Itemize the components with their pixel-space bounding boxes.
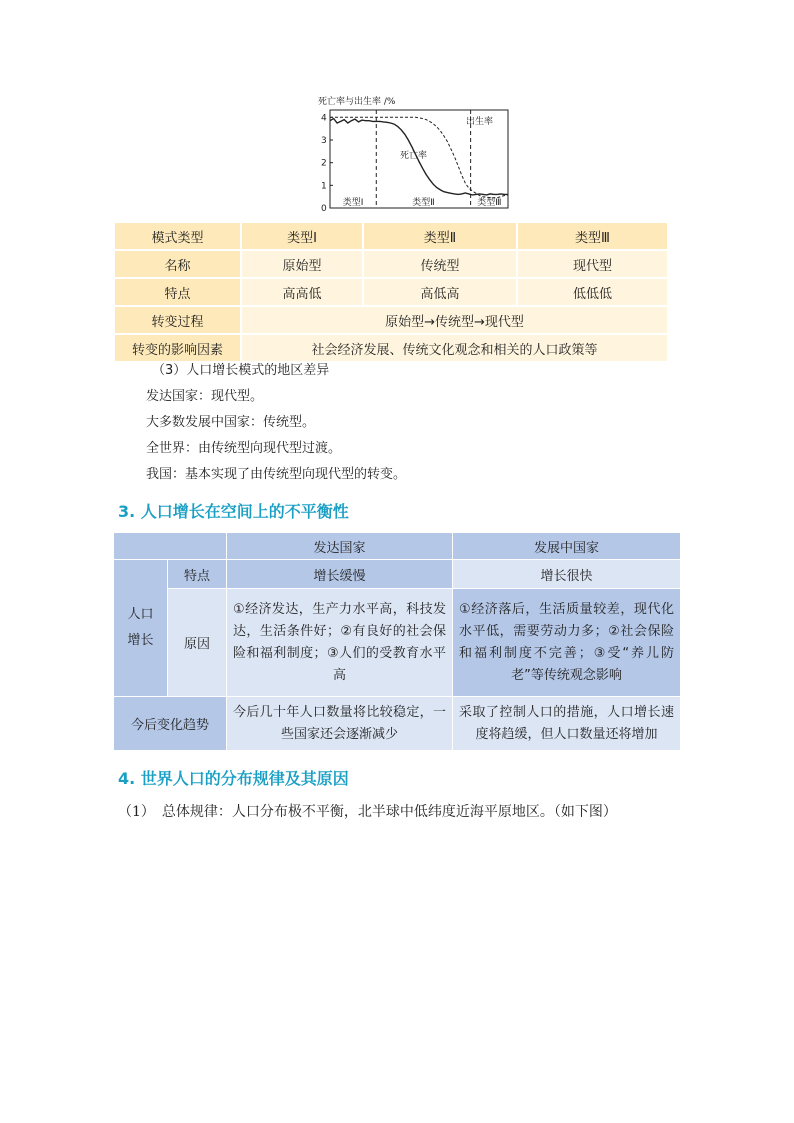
section-title: 3. 人口增长在空间上的不平衡性 (118, 502, 349, 521)
region-line: 全世界：由传统型向现代型过渡。 (146, 441, 342, 456)
row-group-label: 人口增长 (127, 607, 154, 648)
table-cell: ①经济落后，生活质量较差，现代化水平低，需要劳动力多；②社会保险和福利制度不完善；③受“养儿防老”等传统观念影响 (453, 589, 681, 697)
rule-line: （1） 总体规律：人口分布极不平衡，北半球中低纬度近海平原地区。（如下图） (118, 804, 617, 820)
table-cell: 增长很快 (453, 560, 681, 589)
row-head: 转变过程 (114, 306, 241, 334)
y-tick-label: 3 (321, 136, 327, 146)
column-header: 发展中国家 (453, 533, 681, 560)
table-cell: 类型Ⅲ (517, 222, 668, 250)
region-label: 类型Ⅰ (342, 198, 364, 208)
column-header: 发达国家 (227, 533, 453, 560)
table-row (114, 222, 668, 250)
y-tick-label: 4 (321, 113, 327, 124)
table-row (114, 306, 668, 334)
birth-rate-label: 出生率 (466, 117, 494, 127)
region-line: 大多数发展中国家：传统型。 (146, 415, 316, 430)
y-tick-label: 0 (321, 204, 327, 212)
chart-svg (316, 94, 512, 212)
row-group-head (114, 560, 168, 697)
table-cell: 原始型 (241, 250, 363, 278)
row-head: 今后变化趋势 (114, 697, 227, 751)
table-cell: 现代型 (517, 250, 668, 278)
table-cell: ①经济发达，生产力水平高，科技发达，生活条件好；②有良好的社会保险和福利制度；③人们的受教育水平高 (227, 589, 453, 697)
table-cell: 高高低 (241, 278, 363, 306)
region-label: 类型Ⅱ (412, 198, 435, 208)
table-cell: 采取了控制人口的措施，人口增长速度将趋缓，但人口数量还将增加 (453, 697, 681, 751)
population-model-table (113, 221, 669, 363)
row-head: 特点 (168, 560, 227, 589)
table-row (114, 250, 668, 278)
row-head: 模式类型 (114, 222, 241, 250)
table-row (114, 334, 668, 362)
table-cell: 原始型→传统型→现代型 (241, 306, 668, 334)
region-label: 类型Ⅲ (477, 198, 502, 208)
table-cell: 低低低 (517, 278, 668, 306)
table-cell: 高低高 (363, 278, 517, 306)
y-tick-label: 1 (321, 181, 327, 192)
table-row (114, 697, 681, 751)
region-line: 发达国家：现代型。 (146, 389, 264, 404)
table-cell: 传统型 (363, 250, 517, 278)
row-head: 原因 (168, 589, 227, 697)
table-cell: 类型Ⅱ (363, 222, 517, 250)
row-head: 特点 (114, 278, 241, 306)
table-row (114, 278, 668, 306)
growth-comparison-table (113, 532, 681, 751)
region-line: 我国：基本实现了由传统型向现代型的转变。 (146, 467, 407, 482)
subsection-heading: （3）人口增长模式的地区差异 (152, 363, 330, 378)
table-cell: 类型Ⅰ (241, 222, 363, 250)
table-row (114, 533, 681, 560)
table-row (114, 589, 681, 697)
death-rate-label: 死亡率 (400, 151, 428, 161)
chart-ylabel: 死亡率与出生率 /% (318, 97, 396, 107)
row-head: 转变的影响因素 (114, 334, 241, 362)
table-cell: 今后几十年人口数量将比较稳定，一些国家还会逐渐减少 (227, 697, 453, 751)
y-tick-label: 2 (321, 158, 327, 169)
table-cell: 增长缓慢 (227, 560, 453, 589)
row-head: 名称 (114, 250, 241, 278)
table-row (114, 560, 681, 589)
table-cell: 社会经济发展、传统文化观念和相关的人口政策等 (241, 334, 668, 362)
birth-death-rate-chart (316, 94, 512, 212)
section-title: 4. 世界人口的分布规律及其原因 (118, 769, 349, 788)
table-corner (114, 533, 227, 560)
